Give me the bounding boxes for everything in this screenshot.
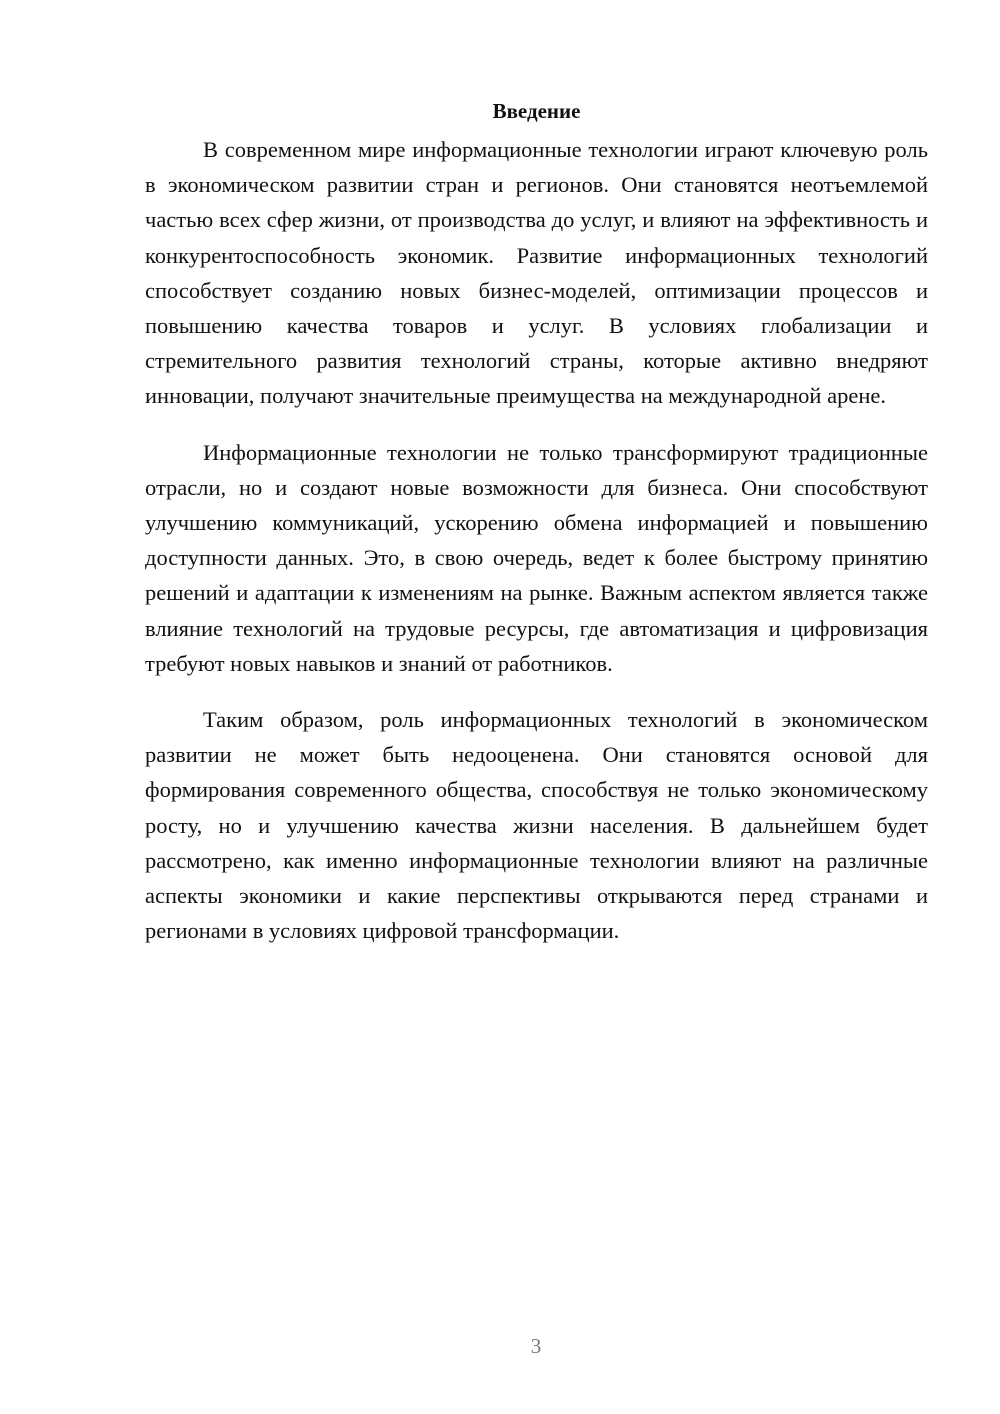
page-content (145, 96, 928, 969)
page-number: 3 (530, 1334, 542, 1358)
section-heading: Введение (492, 99, 581, 123)
paragraph-2: Информационные технологии не только трансформируют традиционные отрасли, но и создают новые возможности для бизнеса. Они способствуют улучшению коммуникаций, ускорению обмена информацией и повышению доступности данных. Это, в свою очередь, ведет к более быстрому принятию решений и адаптации к изменениям на рынке. Важным аспектом является также влияние технологий на трудовые ресурсы, где автоматизация и цифровизация требуют новых навыков и знаний от работников. (145, 439, 928, 676)
paragraph-3: Таким образом, роль информационных технологий в экономическом развитии не может быть недооценена. Они становятся основой для формирования современного общества, способствуя не только экономическому росту, но и улучшению качества жизни населения. В дальнейшем будет рассмотрено, как именно информационные технологии влияют на различные аспекты экономики и какие перспективы открываются перед странами и регионами в условиях цифровой трансформации. (145, 707, 928, 944)
paragraph-1: В современном мире информационные технологии играют ключевую роль в экономическом развитии стран и регионов. Они становятся неотъемлемой частью всех сфер жизни, от производства до услуг, и влияют на эффективность и конкурентоспособность экономик. Развитие информационных технологий способствует созданию новых бизнес-моделей, оптимизации процессов и повышению качества товаров и услуг. В условиях глобализации и стремительного развития технологий страны, которые активно внедряют инновации, получают значительные преимущества на международной арене. (145, 137, 928, 409)
